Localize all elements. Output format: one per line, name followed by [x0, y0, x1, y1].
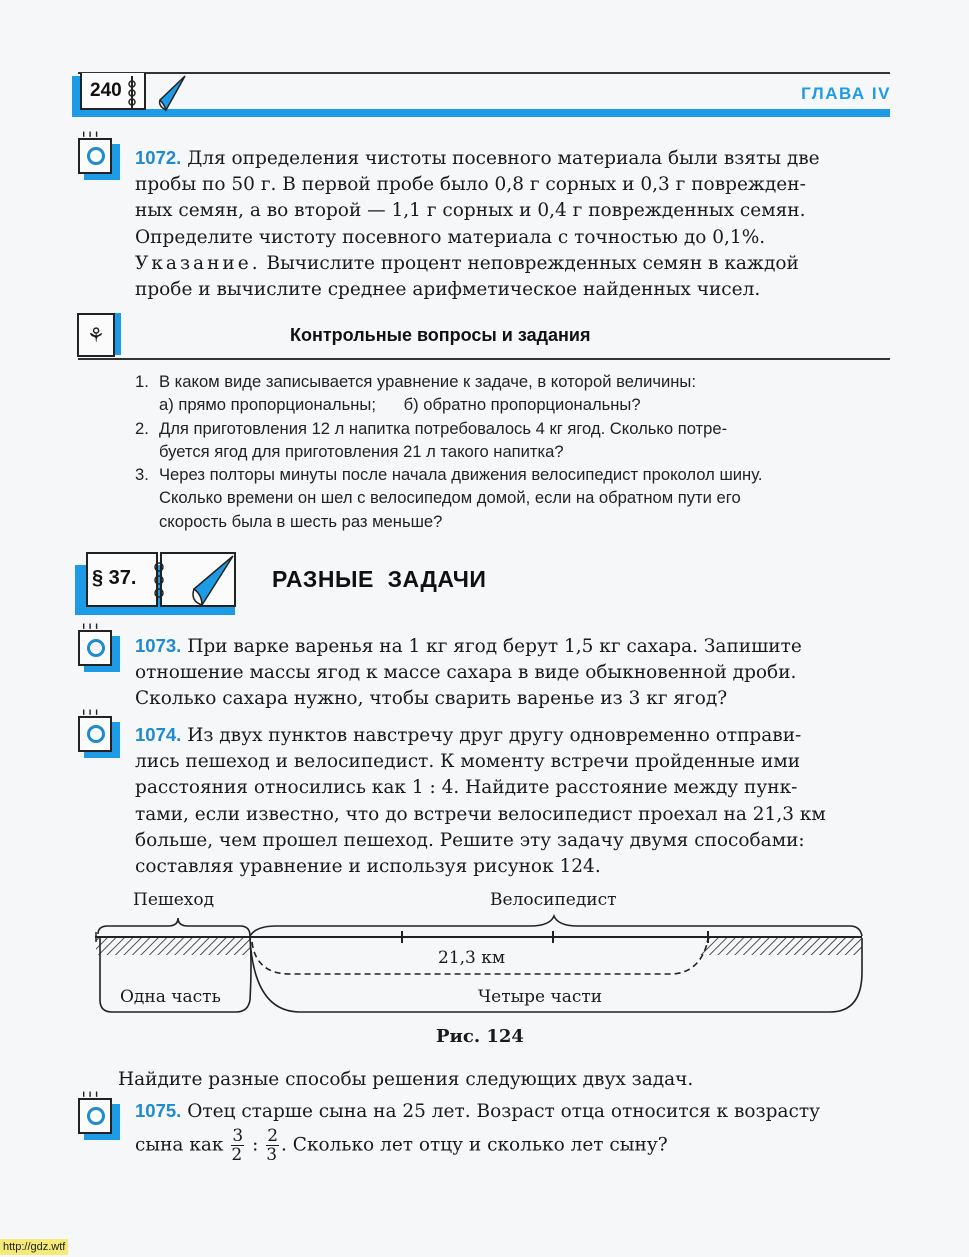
problem-number: 1075. — [135, 1100, 182, 1121]
problem-1073: 1073. При варке варенья на 1 кг ягод берут 1,5 кг сахара. Запишите отношение массы ягод к массе сахара в виде обыкновенной дроби. Сколько сахара нужно, чтобы сварить варенье из 3 кг ягод? — [135, 635, 802, 710]
list-item: 3. Через полторы минуты после начала движения велосипедист проколол шину. Сколько времени он шел с велосипедом домой, если на обратном пути его скорость была в шесть раз меньше? — [135, 465, 763, 531]
circle-icon — [87, 1107, 105, 1125]
intro-text: Найдите разные способы решения следующих двух задач. — [118, 1069, 694, 1090]
distance-diagram — [90, 912, 870, 1024]
notebook-page-curl-icon — [150, 553, 236, 607]
figure-label-pedestrian: Пешеход — [133, 890, 215, 910]
fraction: $\frac{2}{3}$ — [266, 1126, 279, 1166]
problem-icon: ╹╹╹ — [78, 138, 118, 178]
watermark-link[interactable]: http://gdz.wtf — [0, 1239, 68, 1255]
problem-1075: 1075. Отец старше сына на 25 лет. Возраст отца относится к возрасту сына как $\frac{3}{2}$ : $\frac{2}{3}$ . Сколько лет отцу и сколько лет сыну? — [135, 1100, 820, 1166]
flower-icon: ⚘ — [77, 313, 115, 357]
control-questions-icon — [77, 313, 121, 359]
problem-number: 1074. — [135, 724, 182, 745]
problem-icon: ╹╹╹ — [78, 716, 118, 756]
chapter-title: ГЛАВА IV — [801, 84, 891, 103]
problem-number: 1073. — [135, 635, 182, 656]
figure-label-one-part: Одна часть — [120, 987, 221, 1007]
figure-label-cyclist: Велосипедист — [490, 890, 617, 910]
page-number: 240 — [90, 80, 122, 101]
figure-caption: Рис. 124 — [436, 1026, 524, 1047]
section-title: РАЗНЫЕ ЗАДАЧИ — [272, 566, 487, 592]
figure-label-distance: 21,3 км — [438, 948, 506, 968]
hint-label: Указание. — [135, 252, 261, 274]
list-item: 2. Для приготовления 12 л напитка потребовалось 4 кг ягод. Сколько потре- буется ягод для приготовления 21 л такого напитка? — [135, 418, 728, 461]
notebook-page-curl-icon — [128, 74, 188, 112]
problem-number: 1072. — [135, 147, 182, 168]
problem-1072: 1072. Для определения чистоты посевного материала были взяты две пробы по 50 г. В первой пробе было 0,8 г сорных и 0,3 г поврежден- ных семян, а во второй — 1,1 г сорных и 0,4 г поврежденных семян. Определите чистоту посевного материала с точностью до 0,1%. Указание. Вычислите процент неповрежденных семян в каждой пробе и вычислите среднее арифметическое найденных чисел. — [135, 147, 820, 301]
header-bar — [78, 72, 890, 117]
fraction: $\frac{3}{2}$ — [231, 1126, 244, 1166]
circle-icon — [87, 147, 105, 165]
control-questions-title: Контрольные вопросы и задания — [290, 325, 591, 345]
figure-label-four-parts: Четыре части — [478, 987, 603, 1007]
problem-icon: ╹╹╹ — [78, 1098, 118, 1138]
circle-icon — [87, 725, 105, 743]
problem-icon: ╹╹╹ — [78, 630, 118, 670]
circle-icon — [87, 639, 105, 657]
control-questions-list — [135, 370, 891, 533]
list-item: 1. В каком виде записывается уравнение к задаче, в которой величины: а) прямо пропорциональны; б) обратно пропорциональны? — [135, 372, 696, 415]
divider — [78, 358, 890, 360]
problem-1074: 1074. Из двух пунктов навстречу друг другу одновременно отправи- лись пешеход и велосипедист. К моменту встречи пройденные ими расстояния относились как 1 : 4. Найдите расстояние между пунк- тами, если известно, что до встречи велосипедист проехал на 21,3 км больше, чем прошел пешеход. Решите эту задачу двумя способами: составляя уравнение и используя рисунок 124. — [135, 724, 826, 878]
section-number: § 37. — [92, 567, 137, 589]
